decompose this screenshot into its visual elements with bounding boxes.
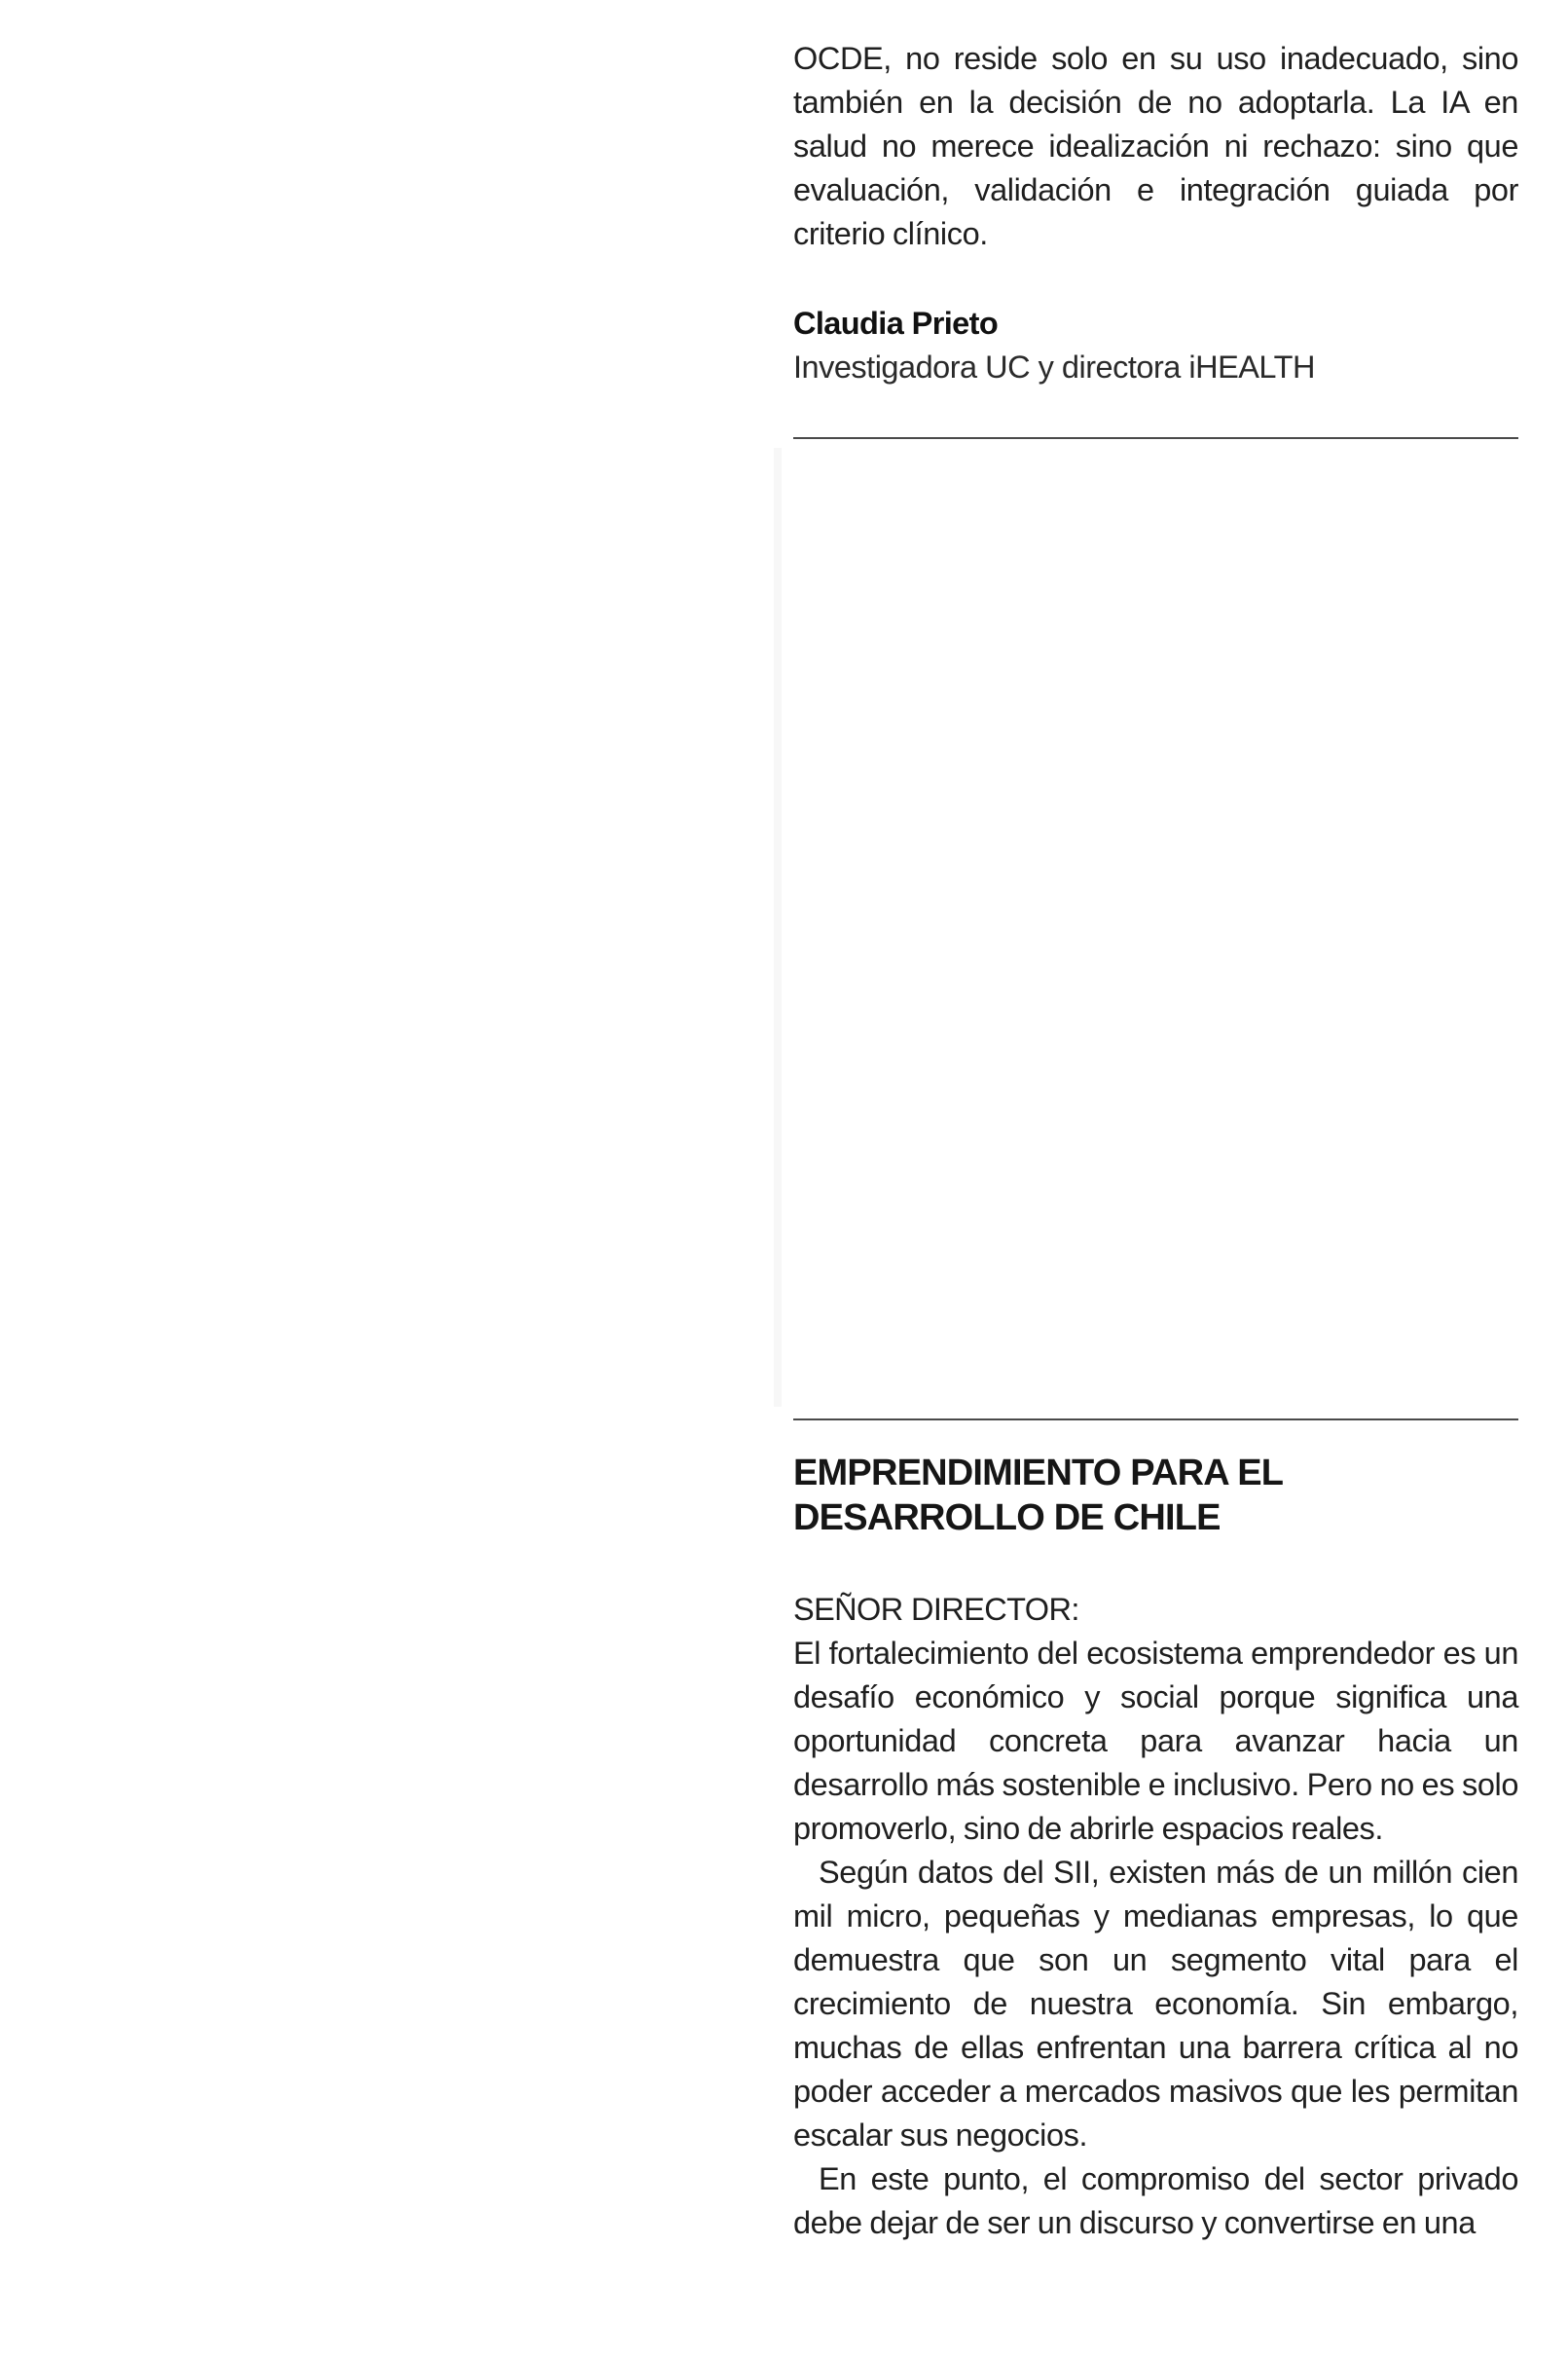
salutation: SEÑOR DIRECTOR: <box>793 1592 1079 1627</box>
section-divider <box>793 437 1518 439</box>
letter-body-continuation: OCDE, no reside solo en su uso inadecuado, sino también en la decisión de no adoptarla. La IA en salud no merece idealización ni rechazo: sino que evaluación, validación e integración guiada por criterio clínico. <box>793 41 1518 251</box>
headline-line-1: EMPRENDIMIENTO PARA EL <box>793 1453 1284 1493</box>
author-role: Investigadora UC y directora iHEALTH <box>793 350 1315 385</box>
letter-emprendimiento <box>793 1451 1518 2245</box>
headline-line-2: DESARROLLO DE CHILE <box>793 1497 1221 1538</box>
paragraph-1: El fortalecimiento del ecosistema emprendedor es un desafío económico y social porque significa una oportunidad concreta para avanzar hacia un desarrollo más sostenible e inclusivo. Pero no es solo promoverlo, sino de abrirle espacios reales. <box>793 1636 1518 1846</box>
blank-ad-space <box>774 448 782 1407</box>
letter-ia-salud <box>793 37 1518 389</box>
letter-headline <box>793 1451 1518 1540</box>
section-divider <box>793 1418 1518 1420</box>
blank-left-column <box>0 0 769 2357</box>
author-name: Claudia Prieto <box>793 306 999 341</box>
paragraph-3: En este punto, el compromiso del sector privado debe dejar de ser un discurso y convertirse en una <box>793 2161 1518 2240</box>
paragraph-2: Según datos del SII, existen más de un millón cien mil micro, pequeñas y medianas empresas, lo que demuestra que son un segmento vital para el crecimiento de nuestra economía. Sin embargo, muchas de ellas enfrentan una barrera crítica al no poder acceder a mercados masivos que les permitan escalar sus negocios. <box>793 1855 1518 2153</box>
